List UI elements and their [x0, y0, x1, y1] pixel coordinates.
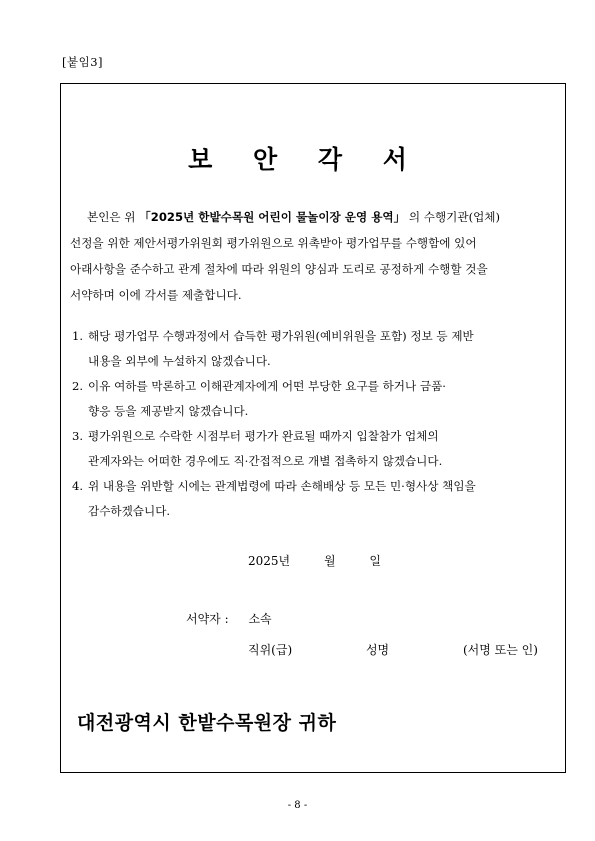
intro-suffix: 의 수행기관(업체): [408, 210, 501, 224]
item-line: 내용을 외부에 누설하지 않겠습니다.: [88, 354, 271, 368]
document-title: 보 안 각 서: [188, 145, 423, 174]
position-label: 직위(급): [248, 643, 293, 657]
project-name: 「2025년 한밭수목원 어린이 물놀이장 운영 용역」: [139, 210, 406, 224]
date-day: 일: [369, 554, 381, 568]
pledge-items-list: [72, 324, 558, 524]
pledge-item: [72, 324, 558, 374]
item-line: 평가위원으로 수락한 시점부터 평가가 완료될 때까지 입찰참가 업체의: [88, 429, 439, 443]
pledger-label: 서약자 :: [186, 612, 229, 626]
addressee: 대전광역시 한밭수목원장 귀하: [77, 712, 337, 734]
attachment-label: [붙임3]: [62, 55, 104, 69]
affiliation-label: 소속: [248, 612, 272, 626]
item-line: 감수하겠습니다.: [88, 504, 171, 518]
pledge-item: [72, 474, 558, 524]
page-number: - 8 -: [287, 800, 308, 811]
intro-line-3: 아래사항을 준수하고 관계 절차에 따라 위원의 양심과 도리로 공정하게 수행할 것을: [70, 262, 488, 276]
signature-row: [248, 641, 538, 658]
pledger-row: [186, 610, 272, 627]
item-line: 이유 여하를 막론하고 이해관계자에게 어떤 부당한 요구를 하거나 금품·: [88, 379, 446, 393]
intro-paragraph: [70, 204, 556, 308]
pledge-item: [72, 424, 558, 474]
item-line: 향응 등을 제공받지 않겠습니다.: [88, 404, 249, 418]
item-line: 위 내용을 위반할 시에는 관계법령에 따라 손해배상 등 모든 민·형사상 책임을: [88, 479, 476, 493]
item-number: 2.: [72, 379, 84, 393]
intro-line-4: 서약하며 이에 각서를 제출합니다.: [70, 288, 242, 302]
date-month: 월: [323, 554, 336, 568]
item-line: 해당 평가업무 수행과정에서 습득한 평가위원(예비위원을 포함) 정보 등 제반: [88, 329, 474, 343]
date-year: 2025년: [248, 554, 291, 568]
intro-line-1: [70, 204, 556, 230]
pledge-item: [72, 374, 558, 424]
item-number: 3.: [72, 429, 84, 443]
pledge-date: [248, 552, 381, 569]
item-number: 1.: [72, 329, 84, 343]
name-label: 성명: [365, 643, 390, 657]
intro-prefix: 본인은 위: [87, 210, 140, 224]
sign-label: (서명 또는 인): [462, 643, 538, 657]
intro-line-2: 선정을 위한 제안서평가위원회 평가위원으로 위촉받아 평가업무를 수행함에 있어: [70, 236, 477, 250]
item-number: 4.: [72, 479, 84, 493]
item-line: 관계자와는 어떠한 경우에도 직·간접적으로 개별 접촉하지 않겠습니다.: [88, 454, 443, 468]
